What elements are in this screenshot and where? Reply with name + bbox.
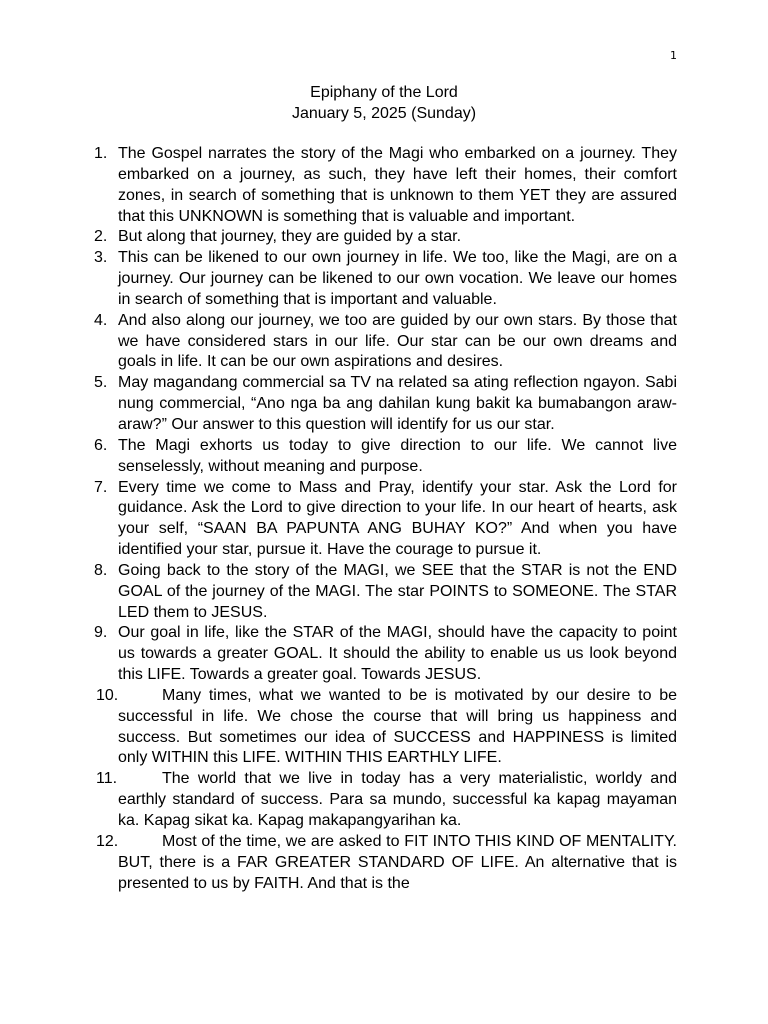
page-number: 1	[670, 49, 677, 62]
list-item	[88, 144, 677, 227]
item-text: May magandang commercial sa TV na related sa ating reflection ngayon. Sabi nung commercial, “Ano nga ba ang dahilan kung bakit ka bumabangon araw-araw?” Our answer to this question will identify for us our star.	[118, 374, 677, 433]
list-item	[88, 623, 677, 686]
item-number: 12.	[96, 832, 119, 850]
item-number: 11.	[96, 770, 118, 788]
item-number: 3.	[94, 249, 108, 267]
item-number: 1.	[94, 145, 108, 162]
reflection-list	[88, 144, 677, 894]
item-text: This can be likened to our own journey in life. We too, like the Magi, are on a journey. Our journey can be likened to our own vocation. We leave our homes in search of something that is important and valuable.	[118, 249, 677, 308]
list-item	[88, 769, 677, 832]
list-item	[88, 561, 677, 624]
item-text: The world that we live in today has a very materialistic, worldy and earthly standard of success. Para sa mundo, successful ka kapag mayaman ka. Kapag sikat ka. Kapag makapangyarihan ka.	[118, 770, 677, 829]
item-number: 10.	[96, 686, 119, 704]
list-item	[88, 373, 677, 436]
item-text: Every time we come to Mass and Pray, identify your star. Ask the Lord for guidance. Ask the Lord to give direction to your life. In our heart of hearts, ask your self, “SAAN BA PAPUNTA ANG BUHAY KO?” And when you have identified your star, pursue it. Have the courage to pursue it.	[118, 478, 677, 559]
item-text: But along that journey, they are guided by a star.	[118, 228, 462, 246]
item-number: 9.	[94, 624, 108, 642]
list-item	[88, 686, 677, 769]
document-header	[0, 82, 768, 124]
document-date: January 5, 2025 (Sunday)	[291, 105, 477, 122]
list-item	[88, 832, 677, 895]
document-title: Epiphany of the Lord	[310, 84, 458, 101]
list-item	[88, 227, 677, 248]
list-item	[88, 248, 677, 311]
item-number: 4.	[94, 311, 108, 329]
item-number: 7.	[94, 478, 108, 496]
list-item	[88, 478, 677, 561]
item-text: And also along our journey, we too are guided by our own stars. By those that we have considered stars in our life. Our star can be our own dreams and goals in life. It can be our own aspirations and desires.	[118, 311, 677, 371]
item-text: Many times, what we wanted to be is motivated by our desire to be successful in life. We chose the course that will bring us happiness and success. But sometimes our idea of SUCCESS and HAPPINESS is limited only WITHIN this LIFE. WITHIN THIS EARTHLY LIFE.	[118, 686, 677, 767]
item-number: 5.	[94, 374, 108, 392]
item-text: Our goal in life, like the STAR of the MAGI, should have the capacity to point us towards a greater GOAL. It should the ability to enable us us look beyond this LIFE. Towards a greater goal. Towards JESUS.	[118, 624, 677, 684]
item-text: Going back to the story of the MAGI, we SEE that the STAR is not the END GOAL of the journey of the MAGI. The star POINTS to SOMEONE. The STAR LED them to JESUS.	[118, 561, 677, 621]
list-item	[88, 436, 677, 478]
item-text: The Gospel narrates the story of the Magi who embarked on a journey. They embarked on a journey, as such, they have left their homes, their comfort zones, in search of something that is unknown to them YET they are assured that this UNKNOWN is something that is valuable and important.	[118, 145, 677, 225]
item-text: The Magi exhorts us today to give direction to our life. We cannot live senselessly, without meaning and purpose.	[118, 436, 677, 475]
item-number: 2.	[94, 228, 108, 246]
list-item	[88, 311, 677, 374]
item-text: Most of the time, we are asked to FIT INTO THIS KIND OF MENTALITY. BUT, there is a FAR GREATER STANDARD OF LIFE. An alternative that is presented to us by FAITH. And that is the	[118, 832, 677, 892]
item-number: 8.	[94, 561, 108, 579]
item-number: 6.	[94, 436, 108, 454]
